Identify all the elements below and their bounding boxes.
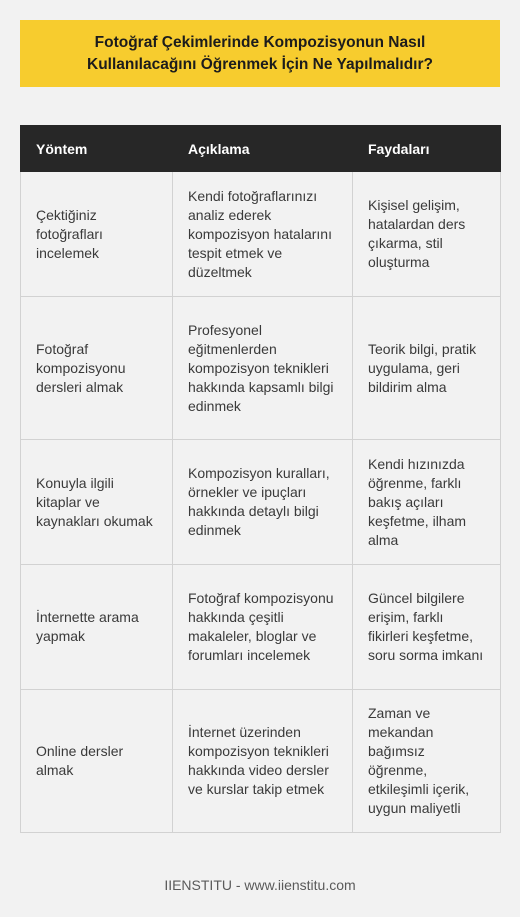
cell-description: Fotoğraf kompozisyonu hakkında çeşitli makaleler, bloglar ve forumları incelemek [173, 565, 353, 690]
table-row [21, 172, 501, 297]
cell-benefits: Kendi hızınızda öğrenme, farklı bakış açıları keşfetme, ilham alma [353, 440, 501, 565]
table-row [21, 440, 501, 565]
cell-benefits: Zaman ve mekandan bağımsız öğrenme, etkileşimli içerik, uygun maliyetli [353, 690, 501, 833]
cell-description: Kompozisyon kuralları, örnekler ve ipuçları hakkında detaylı bilgi edinmek [173, 440, 353, 565]
cell-method: Çektiğiniz fotoğrafları incelemek [21, 172, 173, 297]
table-row [21, 297, 501, 440]
cell-method: Konuyla ilgili kitaplar ve kaynakları okumak [21, 440, 173, 565]
cell-description: Profesyonel eğitmenlerden kompozisyon teknikleri hakkında kapsamlı bilgi edinmek [173, 297, 353, 440]
table-row [21, 565, 501, 690]
header-description: Açıklama [173, 126, 353, 172]
methods-table [20, 125, 501, 833]
footer-credit: IIENSTITU - www.iienstitu.com [164, 877, 356, 893]
header-method: Yöntem [21, 126, 173, 172]
page-title: Fotoğraf Çekimlerinde Kompozisyonun Nasıl Kullanılacağını Öğrenmek İçin Ne Yapılmalıdır? [87, 33, 433, 73]
cell-description: İnternet üzerinden kompozisyon teknikleri hakkında video dersler ve kurslar takip etmek [173, 690, 353, 833]
cell-description: Kendi fotoğraflarınızı analiz ederek kompozisyon hatalarını tespit etmek ve düzeltmek [173, 172, 353, 297]
cell-method: Fotoğraf kompozisyonu dersleri almak [21, 297, 173, 440]
header-benefits: Faydaları [353, 126, 501, 172]
cell-benefits: Kişisel gelişim, hatalardan ders çıkarma, stil oluşturma [353, 172, 501, 297]
cell-benefits: Güncel bilgilere erişim, farklı fikirleri keşfetme, soru sorma imkanı [353, 565, 501, 690]
table-row [21, 690, 501, 833]
cell-method: İnternette arama yapmak [21, 565, 173, 690]
title-banner [20, 20, 500, 87]
table-header-row [21, 126, 501, 172]
cell-method: Online dersler almak [21, 690, 173, 833]
cell-benefits: Teorik bilgi, pratik uygulama, geri bildirim alma [353, 297, 501, 440]
